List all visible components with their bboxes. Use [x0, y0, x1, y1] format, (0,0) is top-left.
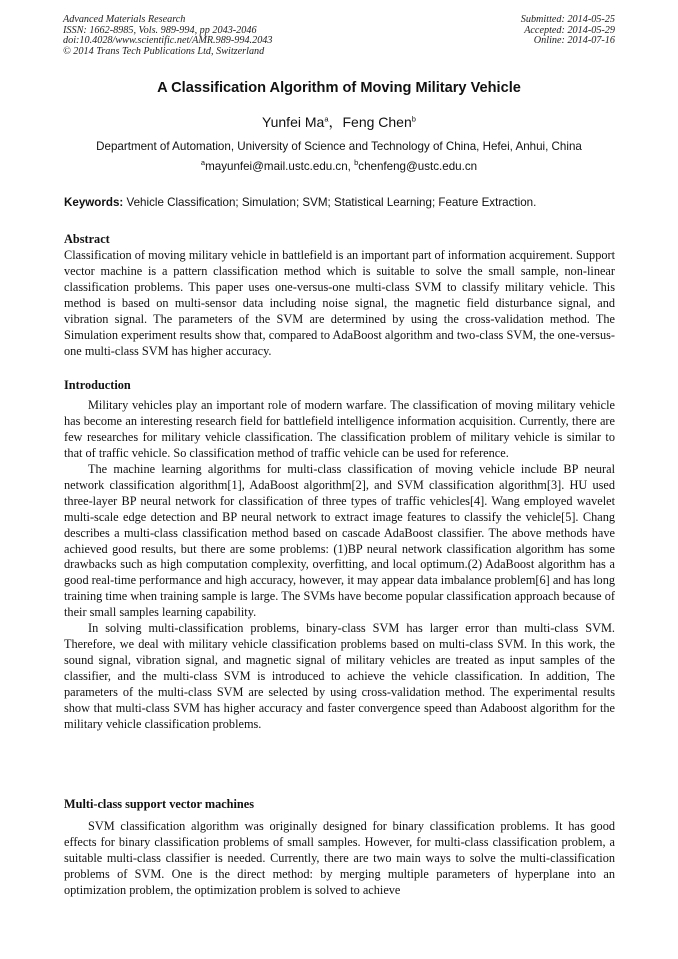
- submitted-date: Submitted: 2014-05-25: [520, 14, 615, 25]
- introduction-heading: Introduction: [64, 378, 131, 392]
- keywords: [64, 196, 624, 209]
- abstract-heading: Abstract: [64, 232, 110, 246]
- online-date: Online: 2014-07-16: [533, 35, 615, 47]
- abstract-section: [64, 232, 615, 360]
- abstract-text: Classification of moving military vehicle in battlefield is an important part of information acquirement. Support vector machine is a pattern classification method which is suitable to solve the small sample, non-linear classification problems. This paper uses one-versus-one multi-class SVM to classify military vehicle. This method is based on multi-sensor data including noise signal, the magnetic field disturbance signal, and vibration signal. The parameters of the SVM are determined by using the cross-validation method. The Simulation experiment results show that, compared to AdaBoost algorithm and two-class SVM, the one-versus-one multi-class SVM has higher accuracy.: [64, 247, 615, 358]
- author-2-sup: b: [411, 114, 416, 124]
- introduction-section: [64, 378, 615, 733]
- author-line: [0, 112, 678, 132]
- journal-copyright: © 2014 Trans Tech Publications Ltd, Switzerland: [63, 45, 265, 57]
- author-1-sup: a: [324, 114, 329, 124]
- journal-issn: ISSN: 1662-8985, Vols. 989-994, pp 2043-2046: [63, 24, 257, 36]
- multiclass-paragraph: SVM classification algorithm was originally designed for binary classification problems. It has good effects for binary classification problems of small samples. However, for multi-class classification problem, a suitable multi-class classifier is needed. Currently, there are two main ways to solve the multi-classification problems of SVM. One is the direct method: by merging multiple parameters of hyperplane into an optimization problem, the optimization problem is solved to achieve: [64, 818, 615, 897]
- author-1-name: Yunfei Ma: [262, 114, 325, 130]
- multiclass-section: [64, 797, 615, 899]
- journal-doi: doi:10.4028/www.scientific.net/AMR.989-994.2043: [63, 35, 273, 47]
- submission-dates: [521, 15, 615, 47]
- affiliation: Department of Automation, University of Science and Technology of China, Hefei, Anhui, China: [96, 140, 582, 153]
- paper-title: A Classification Algorithm of Moving Military Vehicle: [157, 80, 521, 96]
- intro-paragraph-2: The machine learning algorithms for multi-class classification of moving vehicle include BP neural network classification algorithm[1], AdaBoost algorithm[2], and SVM classification algorithm[3]. HU used three-layer BP neural network for classification of three types of traffic vehicles[4]. Wang employed wavelet multi-scale edge detection and BP neural network to extract image features to classify the vehicle[5]. Chang describes a multi-class classification method based on cascade AdaBoost classifier. The above methods have achieved good results, but there are some problems: (1)BP neural network classification algorithm has some drawbacks such as high computation complexity, overfitting, and local optimum.(2) AdaBoost algorithm has a good real-time performance and high accuracy, however, it may appear data imbalance problem[6] and has long training time when training sample is large. The SVMs have become popular classification approach because of their small samples learning capability.: [64, 461, 615, 620]
- email-a-sup: a: [200, 158, 206, 168]
- email-line: [0, 160, 678, 173]
- intro-paragraph-1: Military vehicles play an important role of modern warfare. The classification of moving military vehicle has become an interesting research field for battlefield intelligence information acquisition. Currently, there are few researches for military vehicle classification. The classification problem of military vehicle is similar to that of traffic vehicle. So classification method of traffic vehicle can be used for reference.: [64, 397, 615, 460]
- accepted-date: Accepted: 2014-05-29: [524, 24, 615, 36]
- email-b-sup: b: [354, 158, 359, 168]
- keywords-label: Keywords:: [64, 196, 124, 209]
- journal-name: Advanced Materials Research: [63, 14, 186, 25]
- multiclass-heading: Multi-class support vector machines: [64, 797, 255, 811]
- intro-paragraph-3: In solving multi-classification problems, binary-class SVM has larger error than multi-class SVM. Therefore, we deal with military vehicle classification problems based on multi-class SVM. In this work, the sound signal, vibration signal, and magnetic signal of military vehicles are treated as input samples of the classifier, and the multi-class SVM is introduced to achieve the vehicle classification. In addition, The parameters of the multi-class SVM are selected by using cross-validation method. The experimental results show that multi-class SVM has higher accuracy and faster convergence speed than Adaboost algorithm for the military vehicle classification problems.: [64, 621, 615, 732]
- email-a: mayunfei@mail.ustc.edu.cn,: [205, 160, 355, 173]
- author-separator: ，: [328, 114, 343, 130]
- author-2-name: Feng Chen: [342, 114, 412, 130]
- email-b: chenfeng@ustc.edu.cn: [358, 160, 478, 173]
- journal-info: [63, 15, 272, 57]
- keywords-text: Vehicle Classification; Simulation; SVM; Statistical Learning; Feature Extraction.: [123, 196, 537, 209]
